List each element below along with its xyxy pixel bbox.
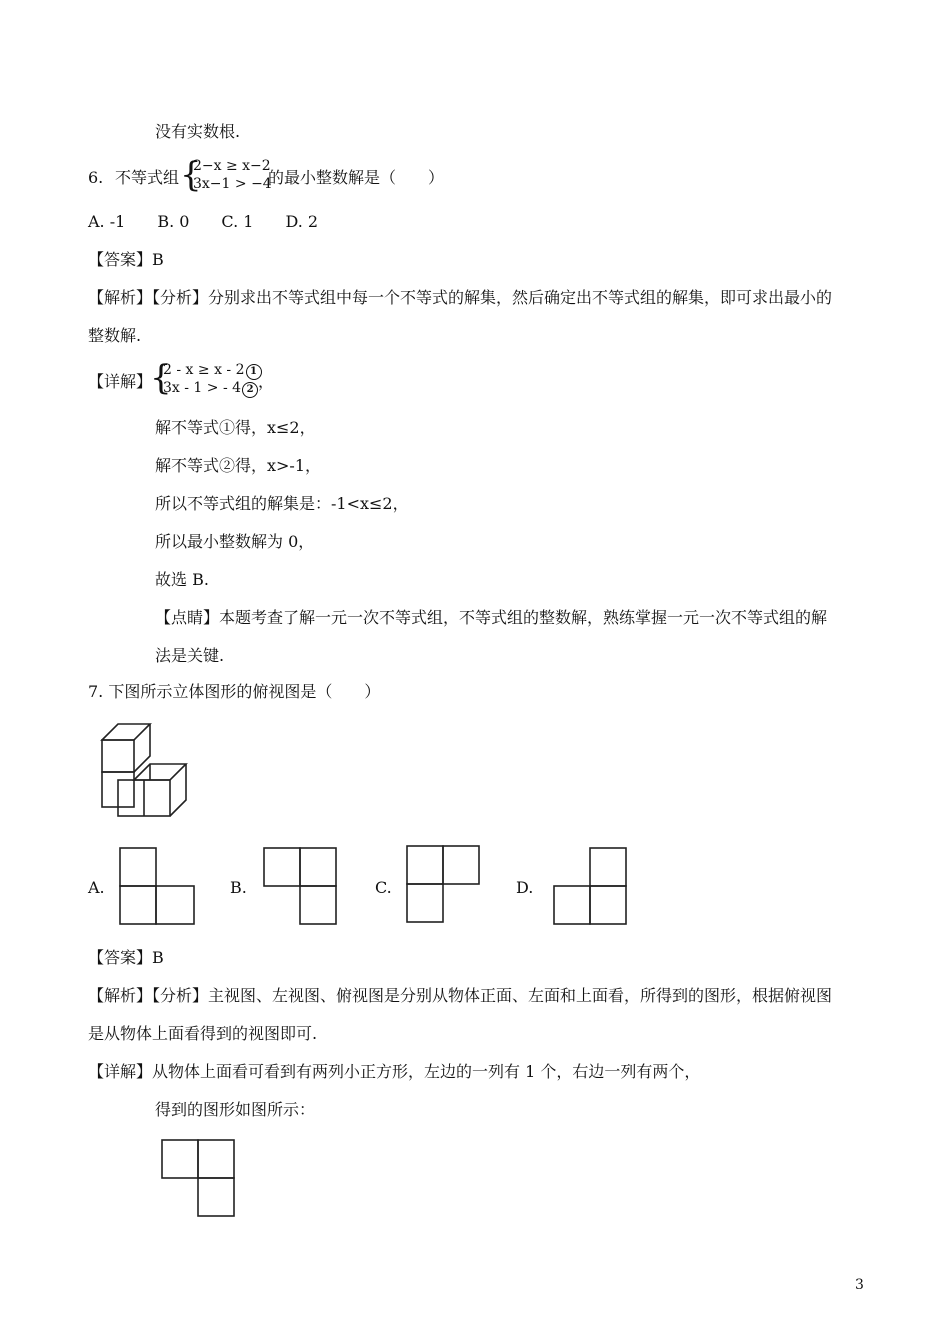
- q7-option-b-figure: [262, 846, 342, 926]
- q7-option-c-figure: [405, 844, 485, 924]
- q6-number: 6.: [88, 168, 104, 187]
- q6-brace: {: [180, 155, 202, 195]
- q6-analysis-line-2: 整数解.: [88, 326, 142, 345]
- q7-title: 7. 下图所示立体图形的俯视图是（ ）: [88, 682, 381, 701]
- q7-option-d-figure: [552, 846, 632, 926]
- q6-comment-line-1: 【点睛】本题考查了解一元一次不等式组，不等式组的整数解，熟练掌握一元一次不等式组的解: [155, 608, 828, 627]
- q6-suffix: 的最小整数解是（ ）: [268, 168, 445, 187]
- q7-option-c-label: C.: [375, 878, 392, 897]
- q7-option-d-label: D.: [516, 878, 534, 897]
- q6-detail-system-1-text: 2 - x ≥ x - 2: [163, 362, 245, 378]
- q7-detail-line-2: 得到的图形如图所示：: [155, 1100, 316, 1119]
- q6-options: A. -1 B. 0 C. 1 D. 2: [88, 212, 319, 231]
- q6-comment-line-2: 法是关键.: [155, 646, 225, 665]
- q7-detail-line-1: 【详解】从物体上面看可看到有两列小正方形，左边的一列有 1 个，右边一列有两个，: [88, 1062, 701, 1081]
- prev-conclusion: 没有实数根.: [155, 122, 241, 141]
- page-number: 3: [855, 1277, 864, 1293]
- q6-step-4: 所以最小整数解为 0，: [155, 532, 315, 551]
- circled-two-mark: 2: [242, 382, 258, 398]
- q6-detail-system-2-text: 3x - 1 > - 4: [163, 380, 242, 396]
- q6-step-3: 所以不等式组的解集是：-1<x≤2，: [155, 494, 409, 513]
- q6-prefix: 不等式组: [115, 168, 180, 187]
- q7-analysis-line-2: 是从物体上面看得到的视图即可.: [88, 1024, 318, 1043]
- q6-step-5: 故选 B.: [155, 570, 209, 589]
- q6-detail-system-2: [163, 380, 258, 398]
- q7-option-a-figure: [118, 846, 198, 926]
- q6-analysis-line-1: 【解析】【分析】分别求出不等式组中每一个不等式的解集，然后确定出不等式组的解集，即可求出最小的: [88, 288, 833, 307]
- q7-analysis-line-1: 【解析】【分析】主视图、左视图、俯视图是分别从物体正面、左面和上面看，所得到的图形，根据俯视图: [88, 986, 833, 1005]
- q7-solution-figure: [160, 1138, 240, 1218]
- q6-system-line-1: 2−x ≥ x−2: [193, 158, 271, 174]
- q7-answer: 【答案】B: [88, 948, 164, 967]
- q6-detail-brace: {: [150, 358, 172, 398]
- q6-step-2: 解不等式②得，x>-1，: [155, 456, 322, 475]
- q6-answer: 【答案】B: [88, 250, 164, 269]
- q6-system-line-2: 3x−1 > −4: [193, 176, 272, 192]
- q7-solid-figure: [100, 722, 200, 822]
- q6-detail-comma: ，: [258, 372, 275, 391]
- circled-one-mark: 1: [246, 364, 262, 380]
- q7-option-a-label: A.: [88, 878, 105, 897]
- q6-detail-label: 【详解】: [88, 372, 153, 391]
- q6-step-1: 解不等式①得，x≤2，: [155, 418, 316, 437]
- q6-detail-system-1: [163, 362, 262, 380]
- q7-option-b-label: B.: [230, 878, 247, 897]
